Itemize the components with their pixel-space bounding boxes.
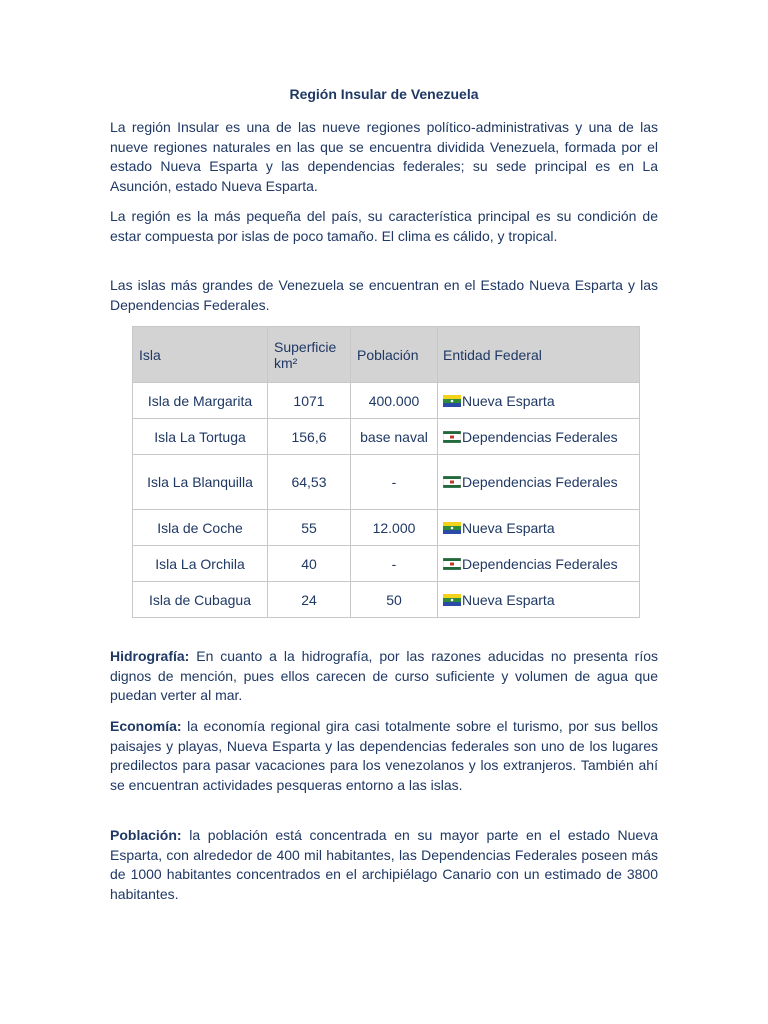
hidrografia-paragraph: [110, 647, 658, 706]
entidad-link[interactable]: Dependencias Federales: [462, 474, 618, 490]
cell-poblacion: base naval: [351, 419, 438, 455]
nueva-esparta-flag-icon: [443, 594, 461, 606]
table-row: [133, 582, 640, 618]
table-row: [133, 419, 640, 455]
cell-isla: Isla La Tortuga: [133, 419, 268, 455]
nueva-esparta-flag-icon: [443, 395, 461, 407]
cell-superficie: 1071: [268, 383, 351, 419]
header-superficie: Superficie km²: [268, 327, 351, 383]
hidrografia-label: Hidrografía:: [110, 648, 190, 664]
cell-entidad: [438, 383, 640, 419]
hidrografia-text: En cuanto a la hidrografía, por las razones aducidas no presenta ríos dignos de mención, pues ellos carecen de curso suficiente y volumen de agua que puedan verter al mar.: [110, 648, 658, 703]
header-poblacion: Población: [351, 327, 438, 383]
islands-table: [132, 326, 640, 618]
cell-entidad: [438, 419, 640, 455]
economia-label: Economía:: [110, 718, 182, 734]
poblacion-paragraph: [110, 826, 658, 904]
table-row: [133, 383, 640, 419]
dependencias-federales-flag-icon: [443, 558, 461, 570]
nueva-esparta-flag-icon: [443, 522, 461, 534]
economia-text: la economía regional gira casi totalmente sobre el turismo, por sus bellos paisajes y playas, Nueva Esparta y las dependencias federales son uno de los lugares predilectos para pasar vacaciones para los venezolanos y los extranjeros. También ahí se encuentran actividades pesqueras entorno a las islas.: [110, 718, 658, 793]
cell-isla: Isla La Blanquilla: [133, 455, 268, 510]
table-row: [133, 455, 640, 510]
entidad-link[interactable]: Dependencias Federales: [462, 555, 618, 572]
poblacion-label: Población:: [110, 827, 182, 843]
cell-poblacion: 400.000: [351, 383, 438, 419]
entidad-link[interactable]: Dependencias Federales: [462, 428, 618, 445]
cell-poblacion: 50: [351, 582, 438, 618]
header-isla: Isla: [133, 327, 268, 383]
economia-paragraph: [110, 717, 658, 795]
table-row: [133, 546, 640, 582]
cell-superficie: 64,53: [268, 455, 351, 510]
entidad-link[interactable]: Nueva Esparta: [462, 591, 555, 608]
table-header-row: [133, 327, 640, 383]
cell-entidad: [438, 510, 640, 546]
cell-isla: Isla de Cubagua: [133, 582, 268, 618]
cell-entidad: [438, 546, 640, 582]
cell-isla: Isla de Margarita: [133, 383, 268, 419]
cell-superficie: 55: [268, 510, 351, 546]
cell-poblacion: -: [351, 546, 438, 582]
cell-superficie: 24: [268, 582, 351, 618]
cell-poblacion: 12.000: [351, 510, 438, 546]
entidad-link[interactable]: Nueva Esparta: [462, 392, 555, 409]
cell-entidad: [438, 455, 640, 510]
cell-superficie: 156,6: [268, 419, 351, 455]
cell-isla: Isla de Coche: [133, 510, 268, 546]
entidad-link[interactable]: Nueva Esparta: [462, 519, 555, 536]
cell-entidad: [438, 582, 640, 618]
intro-paragraph-1: La región Insular es una de las nueve regiones político-administrativas y una de las nueve regiones naturales en las que se encuentra dividida Venezuela, formada por el estado Nueva Esparta y las dependencias federales; su sede principal es en La Asunción, estado Nueva Esparta.: [110, 119, 658, 194]
header-entidad: Entidad Federal: [438, 327, 640, 383]
dependencias-federales-flag-icon: [443, 431, 461, 443]
cell-isla: Isla La Orchila: [133, 546, 268, 582]
cell-poblacion: -: [351, 455, 438, 510]
page-title: Región Insular de Venezuela: [289, 86, 479, 102]
intro-paragraph-3: Las islas más grandes de Venezuela se encuentran en el Estado Nueva Esparta y las Dependencias Federales.: [110, 277, 658, 313]
dependencias-federales-flag-icon: [443, 476, 461, 488]
cell-superficie: 40: [268, 546, 351, 582]
poblacion-text: la población está concentrada en su mayor parte en el estado Nueva Esparta, con alrededor de 400 mil habitantes, las Dependencias Federales poseen más de 1000 habitantes concentrados en el archipiélago Canario con un estimado de 3800 habitantes.: [110, 827, 659, 902]
intro-paragraph-2: La región es la más pequeña del país, su característica principal es su condición de estar compuesta por islas de poco tamaño. El clima es cálido, y tropical.: [110, 208, 658, 244]
table-row: [133, 510, 640, 546]
